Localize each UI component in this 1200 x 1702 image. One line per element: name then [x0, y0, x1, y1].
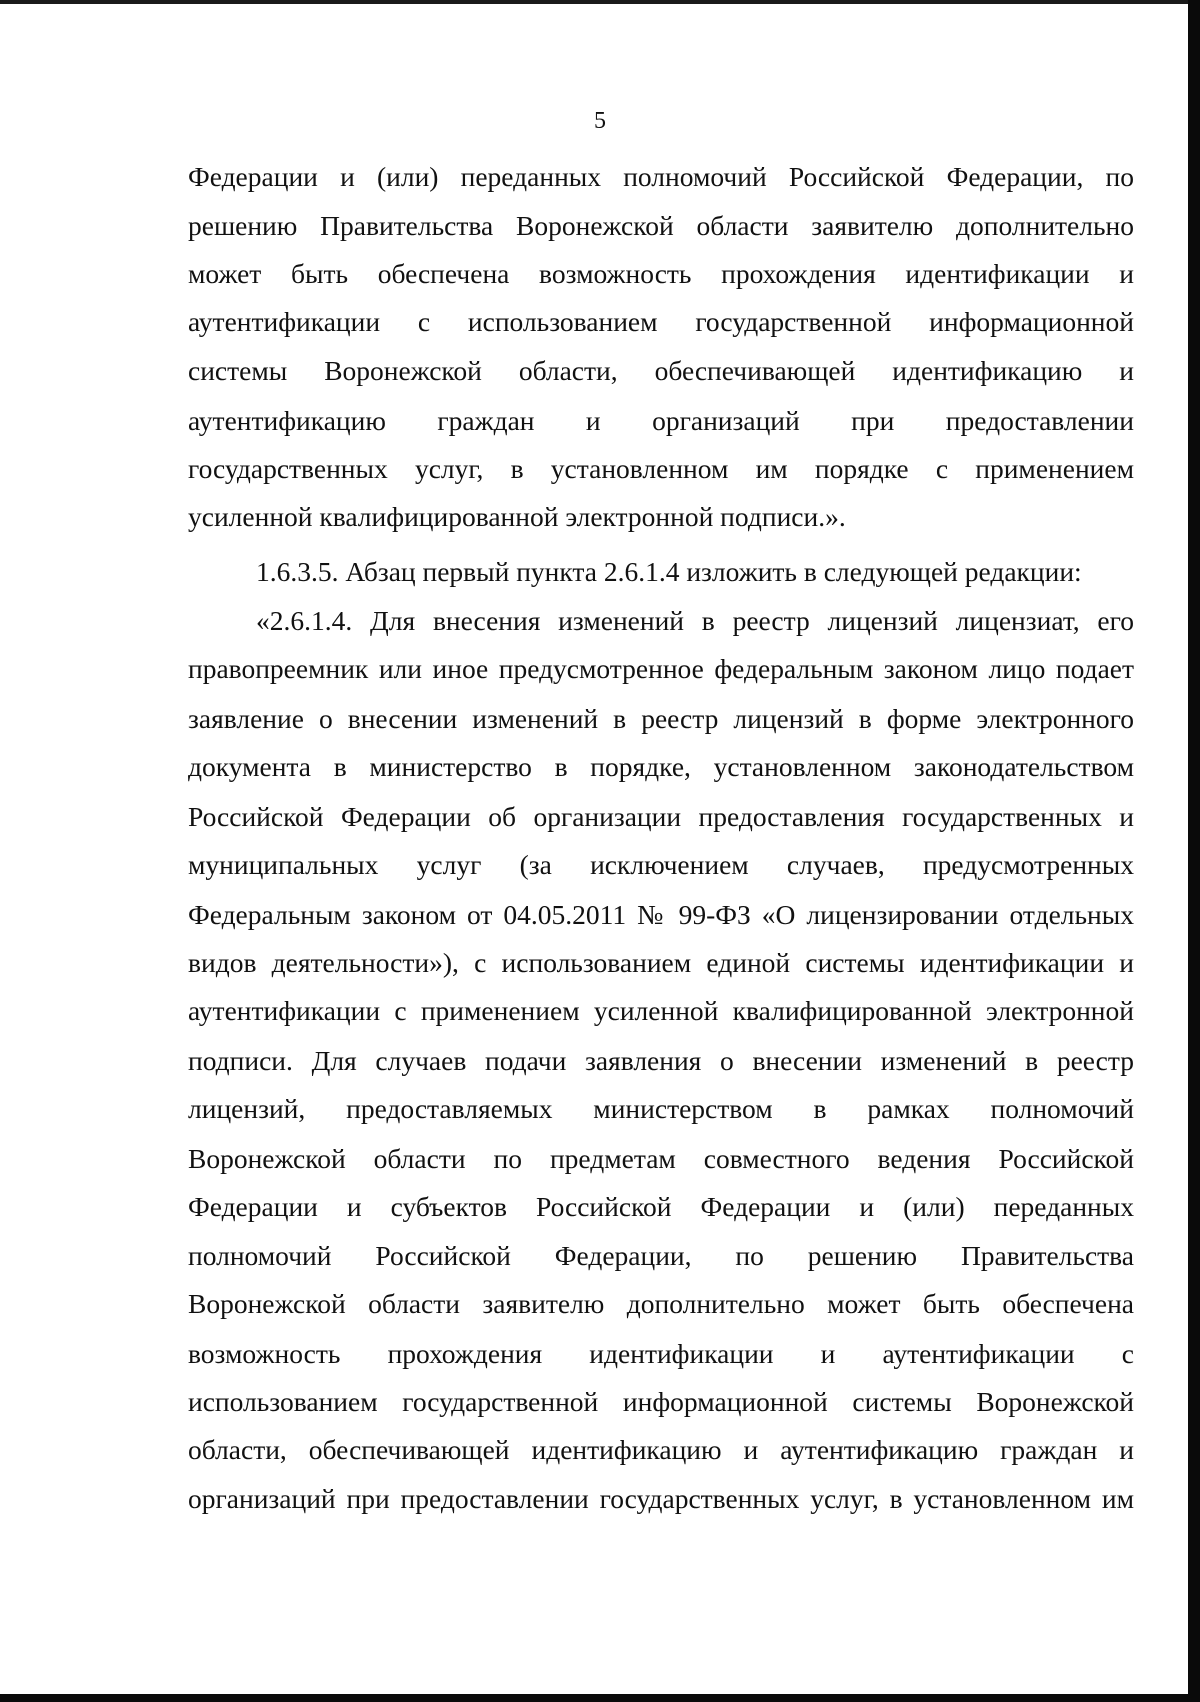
page-number: 5 — [594, 108, 606, 134]
text-line: решению Правительства Воронежской области заявителю дополнительно — [188, 210, 1134, 241]
text-line: аутентификацию граждан и организаций при предоставлении — [188, 405, 1134, 436]
text-line: документа в министерство в порядке, установленном законодательством — [188, 751, 1134, 782]
text-line: муниципальных услуг (за исключением случаев, предусмотренных — [188, 849, 1134, 880]
text-line: лицензий, предоставляемых министерством в рамках полномочий — [188, 1093, 1134, 1124]
text-line: области, обеспечивающей идентификацию и аутентификацию граждан и — [188, 1434, 1134, 1465]
scan-border-right — [1188, 0, 1200, 1702]
text-line: заявление о внесении изменений в реестр лицензий в форме электронного — [188, 703, 1134, 734]
text-line: аутентификации с использованием государственной информационной — [188, 306, 1134, 337]
text-line: государственных услуг, в установленном им порядке с применением — [188, 453, 1134, 484]
text-line: Федерации и (или) переданных полномочий Российской Федерации, по — [188, 161, 1134, 192]
text-line: 1.6.3.5. Абзац первый пункта 2.6.1.4 изложить в следующей редакции: — [256, 556, 1082, 587]
scan-border-bottom — [0, 1694, 1200, 1702]
text-line: системы Воронежской области, обеспечивающей идентификацию и — [188, 355, 1134, 386]
text-line: «2.6.1.4. Для внесения изменений в реестр лицензий лицензиат, его — [256, 605, 1134, 636]
text-line: может быть обеспечена возможность прохождения идентификации и — [188, 258, 1134, 289]
text-line: Федерации и субъектов Российской Федерации и (или) переданных — [188, 1191, 1134, 1222]
scan-border-top — [0, 0, 1200, 4]
text-line: видов деятельности»), с использованием единой системы идентификации и — [188, 947, 1134, 978]
text-line: Воронежской области по предметам совместного ведения Российской — [188, 1143, 1134, 1174]
text-line: Федеральным законом от 04.05.2011 № 99-ФЗ «О лицензировании отдельных — [188, 899, 1134, 930]
text-line: усиленной квалифицированной электронной подписи.». — [188, 501, 846, 532]
text-line: возможность прохождения идентификации и аутентификации с — [188, 1338, 1134, 1369]
text-line: правопреемник или иное предусмотренное федеральным законом лицо подает — [188, 653, 1134, 684]
text-line: Воронежской области заявителю дополнительно может быть обеспечена — [188, 1288, 1134, 1319]
text-line: полномочий Российской Федерации, по решению Правительства — [188, 1240, 1134, 1271]
text-line: Российской Федерации об организации предоставления государственных и — [188, 801, 1134, 832]
text-line: организаций при предоставлении государственных услуг, в установленном им — [188, 1483, 1134, 1514]
text-line: подписи. Для случаев подачи заявления о внесении изменений в реестр — [188, 1045, 1134, 1076]
text-line: аутентификации с применением усиленной квалифицированной электронной — [188, 995, 1134, 1026]
text-line: использованием государственной информационной системы Воронежской — [188, 1386, 1134, 1417]
